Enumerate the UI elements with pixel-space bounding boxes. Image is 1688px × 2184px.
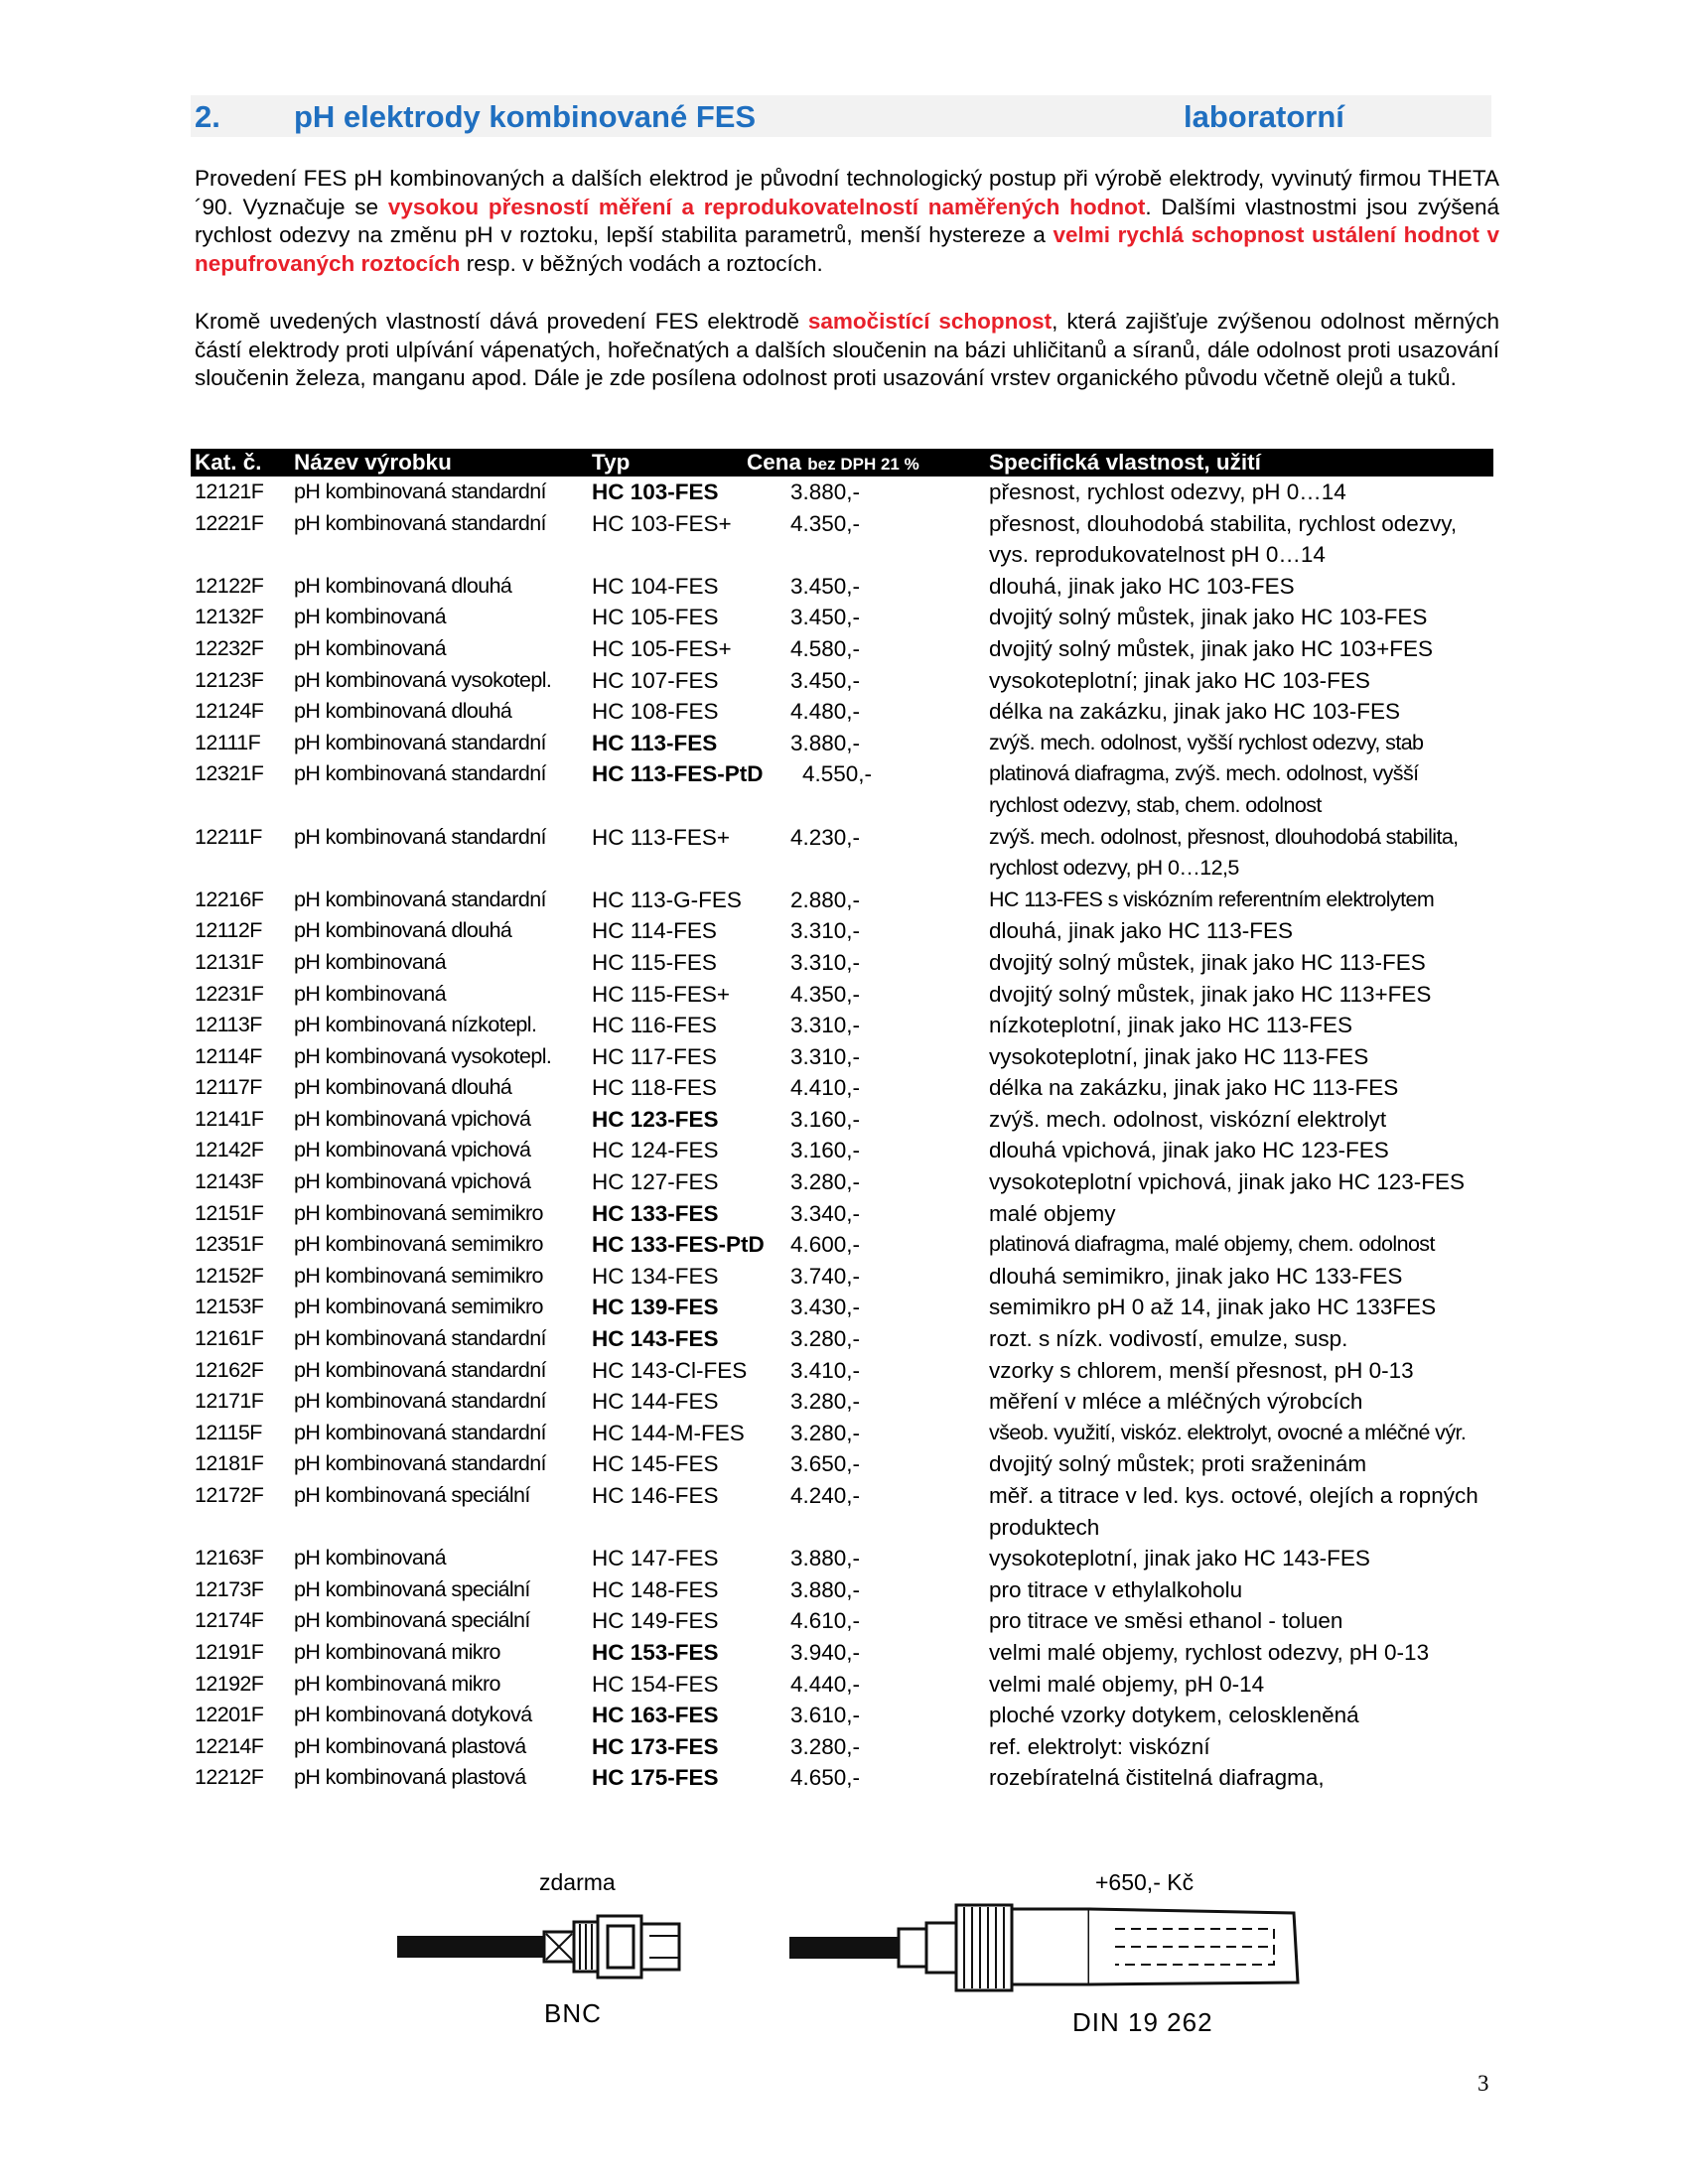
product-price: 4.410,-: [790, 1075, 861, 1101]
header-price: [747, 450, 919, 476]
table-row: [191, 571, 1493, 603]
catalog-number: 12122F: [195, 573, 264, 598]
table-row: [191, 1323, 1493, 1355]
section-heading: [191, 95, 1491, 137]
catalog-number: 12211F: [195, 824, 262, 849]
table-row: [191, 1292, 1493, 1323]
catalog-number: 12173F: [195, 1576, 264, 1601]
catalog-number: 12221F: [195, 510, 264, 535]
product-price: 3.280,-: [790, 1389, 861, 1415]
product-type: HC 173-FES: [592, 1733, 719, 1759]
product-name: pH kombinovaná standardní: [294, 1420, 546, 1444]
product-price: 3.280,-: [790, 1420, 861, 1445]
catalog-number: 12111F: [195, 730, 261, 754]
product-price: 3.310,-: [790, 1013, 861, 1038]
product-spec: rozt. s nízk. vodivostí, emulze, susp.: [989, 1326, 1348, 1352]
product-type: HC 143-FES: [592, 1326, 719, 1352]
product-name: pH kombinovaná dlouhá: [294, 699, 512, 724]
table-row: [191, 1731, 1493, 1763]
catalog-number: 12113F: [195, 1013, 262, 1037]
product-spec: malé objemy: [989, 1200, 1116, 1226]
product-price: 3.880,-: [790, 1546, 861, 1571]
product-price: 4.550,-: [802, 761, 873, 787]
catalog-number: 12143F: [195, 1169, 264, 1194]
catalog-number: 12123F: [195, 667, 264, 692]
feature-text-1: Kromě uvedených vlastností dává provedení FES elektrodě: [195, 309, 808, 334]
product-price: 4.480,-: [790, 699, 861, 725]
product-type: HC 133-FES: [592, 1200, 719, 1226]
product-type: HC 154-FES: [592, 1671, 719, 1697]
feature-highlight: samočistící schopnost: [807, 309, 1053, 334]
product-price: 4.440,-: [790, 1671, 861, 1697]
product-spec: všeob. využití, viskóz. elektrolyt, ovocné a mléčné výr.: [989, 1420, 1467, 1444]
page-number: 3: [1477, 2071, 1489, 2096]
product-name: pH kombinovaná vpichová: [294, 1169, 531, 1194]
din-price: +650,- Kč: [1095, 1869, 1195, 1895]
catalog-number: 12231F: [195, 981, 264, 1006]
product-spec: dvojitý solný můstek, jinak jako HC 103+FES: [989, 635, 1434, 661]
product-name: pH kombinovaná dotyková: [294, 1703, 532, 1727]
product-price: 2.880,-: [790, 887, 861, 912]
product-name: pH kombinovaná vpichová: [294, 1106, 531, 1131]
product-type: HC 163-FES: [592, 1703, 719, 1728]
product-type: HC 105-FES+: [592, 635, 732, 661]
table-header: [191, 449, 1493, 477]
product-spec: dvojitý solný můstek, jinak jako HC 113-FES: [989, 949, 1426, 975]
product-type: HC 133-FES-PtD: [592, 1232, 765, 1258]
product-price: 3.740,-: [790, 1263, 861, 1289]
catalog-number: 12212F: [195, 1765, 264, 1790]
catalog-number: 12112F: [195, 918, 262, 943]
table-row: [191, 633, 1493, 665]
product-spec: vysokoteplotní vpichová, jinak jako HC 123-FES: [989, 1169, 1465, 1195]
table-row: [191, 1669, 1493, 1701]
product-price: 3.310,-: [790, 1043, 861, 1069]
product-name: pH kombinovaná semimikro: [294, 1232, 543, 1257]
product-price: 3.310,-: [790, 918, 861, 944]
product-type: HC 149-FES: [592, 1608, 719, 1634]
catalog-number: 12192F: [195, 1671, 264, 1696]
product-spec: ref. elektrolyt: viskózní: [989, 1733, 1210, 1759]
catalog-number: 12151F: [195, 1200, 264, 1225]
product-name: pH kombinovaná dlouhá: [294, 1075, 512, 1100]
product-price: 3.160,-: [790, 1138, 861, 1163]
product-spec: délka na zakázku, jinak jako HC 103-FES: [989, 699, 1400, 725]
product-price: 3.280,-: [790, 1169, 861, 1195]
catalog-number: 12115F: [195, 1420, 262, 1444]
product-price: 3.880,-: [790, 1576, 861, 1602]
table-row: [191, 1166, 1493, 1198]
product-type: HC 147-FES: [592, 1546, 719, 1571]
catalog-number: 12214F: [195, 1733, 264, 1758]
table-row: [191, 1448, 1493, 1480]
product-name: pH kombinovaná semimikro: [294, 1295, 543, 1319]
table-row: [191, 1198, 1493, 1230]
product-type: HC 113-FES+: [592, 824, 731, 850]
product-spec: přesnost, dlouhodobá stabilita, rychlost odezvy, vys. reprodukovatelnost pH 0…14: [989, 510, 1458, 568]
catalog-number: 12181F: [195, 1451, 264, 1476]
catalog-number: 12153F: [195, 1295, 264, 1319]
table-row: [191, 1072, 1493, 1104]
catalog-number: 12124F: [195, 699, 264, 724]
product-price: 4.230,-: [790, 824, 861, 850]
product-name: pH kombinovaná vpichová: [294, 1138, 531, 1162]
product-price: 4.580,-: [790, 635, 861, 661]
product-spec: vzorky s chlorem, menší přesnost, pH 0-13: [989, 1357, 1414, 1383]
product-spec: zvýš. mech. odolnost, vyšší rychlost odezvy, stab: [989, 730, 1424, 754]
product-type: HC 153-FES: [592, 1639, 719, 1665]
catalog-number: 12191F: [195, 1639, 264, 1664]
product-type: HC 105-FES: [592, 605, 719, 630]
product-type: HC 139-FES: [592, 1295, 719, 1320]
product-spec: délka na zakázku, jinak jako HC 113-FES: [989, 1075, 1399, 1101]
product-spec: pro titrace ve směsi ethanol - toluen: [989, 1608, 1343, 1634]
table-row: [191, 915, 1493, 947]
table-row: [191, 1762, 1493, 1794]
section-category: laboratorní: [1184, 99, 1344, 134]
product-name: pH kombinovaná vysokotepl.: [294, 1043, 552, 1068]
product-spec: dvojitý solný můstek, jinak jako HC 113+FES: [989, 981, 1432, 1007]
product-name: pH kombinovaná speciální: [294, 1608, 530, 1633]
product-spec: vysokoteplotní, jinak jako HC 143-FES: [989, 1546, 1370, 1571]
product-name: pH kombinovaná mikro: [294, 1671, 500, 1696]
product-name: pH kombinovaná speciální: [294, 1576, 530, 1601]
catalog-number: 12321F: [195, 761, 264, 786]
product-name: pH kombinovaná dlouhá: [294, 918, 512, 943]
product-name: pH kombinovaná semimikro: [294, 1263, 543, 1288]
intro-paragraph: [195, 165, 1499, 278]
catalog-number: 12114F: [195, 1043, 262, 1068]
product-name: pH kombinovaná: [294, 981, 446, 1006]
catalog-number: 12174F: [195, 1608, 264, 1633]
product-name: pH kombinovaná standardní: [294, 1451, 546, 1476]
header-price-label: Cena: [747, 450, 802, 475]
product-spec: ploché vzorky dotykem, celoskleněná: [989, 1703, 1359, 1728]
header-spec: Specifická vlastnost, užití: [989, 450, 1261, 475]
table-row: [191, 1041, 1493, 1073]
product-price: 3.280,-: [790, 1326, 861, 1352]
table-body: [191, 477, 1493, 1794]
table-row: [191, 665, 1493, 697]
product-type: HC 116-FES: [592, 1013, 717, 1038]
product-name: pH kombinovaná: [294, 1546, 446, 1570]
table-row: [191, 1418, 1493, 1449]
product-spec: zvýš. mech. odolnost, přesnost, dlouhodobá stabilita, rychlost odezvy, pH 0…12,5: [989, 824, 1459, 881]
product-price: 3.340,-: [790, 1200, 861, 1226]
section-number: 2.: [195, 99, 220, 134]
header-name: Název výrobku: [294, 450, 452, 475]
product-price: 4.600,-: [790, 1232, 861, 1258]
product-price: 3.610,-: [790, 1703, 861, 1728]
product-price: 3.430,-: [790, 1295, 861, 1320]
table-row: [191, 1700, 1493, 1731]
feature-text-2: , která zajišťuje zvýšenou odolnost měrných částí elektrody proti ulpívání vápenatých, hořečnatých a dalších sloučenin na bázi uhličitanů a síranů, dále odolnost proti usazování sloučenin železa, manganu apod. Dále je zde posílena odolnost proti usazování vrstev organického původu včetně olejů a tuků.: [195, 309, 1499, 391]
catalog-number: 12161F: [195, 1326, 264, 1351]
header-typ: Typ: [592, 450, 631, 475]
product-spec: měř. a titrace v led. kys. octové, olejích a ropných produktech: [989, 1483, 1478, 1540]
product-spec: dvojitý solný můstek, jinak jako HC 103-FES: [989, 605, 1428, 630]
product-type: HC 104-FES: [592, 573, 719, 599]
product-spec: vysokoteplotní; jinak jako HC 103-FES: [989, 667, 1370, 693]
table-row: [191, 508, 1493, 571]
product-type: HC 175-FES: [592, 1765, 719, 1791]
product-type: HC 124-FES: [592, 1138, 719, 1163]
product-spec: měření v mléce a mléčných výrobcích: [989, 1389, 1363, 1415]
product-price: 3.280,-: [790, 1733, 861, 1759]
product-name: pH kombinovaná speciální: [294, 1483, 530, 1507]
table-row: [191, 1574, 1493, 1606]
catalog-number: 12171F: [195, 1389, 264, 1414]
product-price: 3.160,-: [790, 1106, 861, 1132]
product-type: HC 117-FES: [592, 1043, 717, 1069]
product-price: 3.450,-: [790, 573, 861, 599]
product-spec: pro titrace v ethylalkoholu: [989, 1576, 1243, 1602]
table-row: [191, 947, 1493, 979]
product-name: pH kombinovaná dlouhá: [294, 573, 512, 598]
table-row: [191, 1010, 1493, 1041]
product-type: HC 103-FES+: [592, 510, 732, 536]
product-type: HC 127-FES: [592, 1169, 719, 1195]
product-name: pH kombinovaná nízkotepl.: [294, 1013, 537, 1037]
catalog-number: 12131F: [195, 949, 264, 974]
product-name: pH kombinovaná plastová: [294, 1765, 526, 1790]
table-row: [191, 728, 1493, 759]
product-spec: platinová diafragma, malé objemy, chem. odolnost: [989, 1232, 1435, 1257]
product-spec: dlouhá semimikro, jinak jako HC 133-FES: [989, 1263, 1403, 1289]
catalog-number: 12232F: [195, 635, 264, 660]
catalog-number: 12201F: [195, 1703, 264, 1727]
product-type: HC 115-FES+: [592, 981, 731, 1007]
product-type: HC 123-FES: [592, 1106, 719, 1132]
table-row: [191, 822, 1493, 885]
product-name: pH kombinovaná standardní: [294, 730, 546, 754]
catalog-number: 12163F: [195, 1546, 264, 1570]
product-price: 3.450,-: [790, 667, 861, 693]
product-spec: velmi malé objemy, rychlost odezvy, pH 0-13: [989, 1639, 1430, 1665]
product-price: 3.450,-: [790, 605, 861, 630]
intro-text-1: Provedení FES pH kombinovaných a dalších elektrod je původní technologický postup při výrobě elektrody, vyvinutý firmou THETA ´90. Vyznačuje se: [195, 166, 1499, 219]
table-row: [191, 1637, 1493, 1669]
product-spec: platinová diafragma, zvýš. mech. odolnost, vyšší rychlost odezvy, stab, chem. odolnost: [989, 761, 1419, 817]
product-name: pH kombinovaná standardní: [294, 510, 546, 535]
table-row: [191, 1605, 1493, 1637]
product-name: pH kombinovaná plastová: [294, 1733, 526, 1758]
intro-text-3: resp. v běžných vodách a roztocích.: [460, 250, 823, 276]
product-type: HC 108-FES: [592, 699, 719, 725]
header-kat: Kat. č.: [195, 450, 262, 475]
product-spec: zvýš. mech. odolnost, viskózní elektrolyt: [989, 1106, 1387, 1132]
product-spec: vysokoteplotní, jinak jako HC 113-FES: [989, 1043, 1369, 1069]
intro-highlight-2: velmi rychlá schopnost ustálení hodnot v nepufrovaných roztocích: [195, 222, 1499, 276]
product-type: HC 144-FES: [592, 1389, 719, 1415]
table-row: [191, 1355, 1493, 1387]
catalog-number: 12152F: [195, 1263, 264, 1288]
header-price-note: bez DPH 21 %: [807, 455, 919, 474]
product-name: pH kombinovaná standardní: [294, 761, 546, 786]
product-name: pH kombinovaná standardní: [294, 1326, 546, 1351]
din-connector-icon: [787, 1891, 1304, 2000]
catalog-number: 12132F: [195, 605, 264, 629]
product-type: HC 118-FES: [592, 1075, 717, 1101]
product-price: 3.940,-: [790, 1639, 861, 1665]
product-type: HC 134-FES: [592, 1263, 719, 1289]
table-row: [191, 602, 1493, 633]
product-name: pH kombinovaná standardní: [294, 1357, 546, 1382]
catalog-number: 12141F: [195, 1106, 264, 1131]
product-type: HC 113-G-FES: [592, 887, 742, 912]
product-price: 3.410,-: [790, 1357, 861, 1383]
product-type: HC 107-FES: [592, 667, 719, 693]
product-name: pH kombinovaná: [294, 635, 446, 660]
product-name: pH kombinovaná: [294, 605, 446, 629]
catalog-number: 12351F: [195, 1232, 264, 1257]
product-price: 4.650,-: [790, 1765, 861, 1791]
section-title: pH elektrody kombinované FES: [294, 99, 757, 134]
product-name: pH kombinovaná mikro: [294, 1639, 500, 1664]
table-row: [191, 696, 1493, 728]
table-row: [191, 885, 1493, 916]
product-type: HC 103-FES: [592, 479, 719, 504]
product-name: pH kombinovaná standardní: [294, 479, 546, 503]
table-row: [191, 1543, 1493, 1574]
product-price: 4.350,-: [790, 981, 861, 1007]
product-price: 4.610,-: [790, 1608, 861, 1634]
table-row: [191, 1480, 1493, 1543]
product-spec: dvojitý solný můstek; proti sraženinám: [989, 1451, 1367, 1477]
table-row: [191, 1261, 1493, 1293]
intro-highlight-1: vysokou přesností měření a reprodukovatelností naměřených hodnot: [387, 194, 1146, 219]
product-name: pH kombinovaná standardní: [294, 887, 546, 911]
product-type: HC 113-FES-PtD: [592, 761, 764, 787]
catalog-number: 12117F: [195, 1075, 262, 1100]
product-spec: semimikro pH 0 až 14, jinak jako HC 133FES: [989, 1295, 1437, 1320]
product-name: pH kombinovaná vysokotepl.: [294, 667, 552, 692]
product-spec: HC 113-FES s viskózním referentním elektrolytem: [989, 887, 1435, 911]
table-row: [191, 1104, 1493, 1136]
feature-paragraph: [195, 308, 1499, 393]
table-row: [191, 758, 1493, 821]
product-name: pH kombinovaná standardní: [294, 824, 546, 849]
catalog-number: 12121F: [195, 479, 264, 503]
product-price: 4.350,-: [790, 510, 861, 536]
product-type: HC 115-FES: [592, 949, 717, 975]
table-row: [191, 477, 1493, 508]
product-price: 3.880,-: [790, 479, 861, 504]
product-type: HC 113-FES: [592, 730, 718, 755]
catalog-number: 12216F: [195, 887, 264, 911]
din-label: DIN 19 262: [1072, 2007, 1213, 2037]
product-type: HC 145-FES: [592, 1451, 719, 1477]
product-type: HC 143-Cl-FES: [592, 1357, 748, 1383]
product-price: 3.310,-: [790, 949, 861, 975]
table-row: [191, 1135, 1493, 1166]
product-type: HC 148-FES: [592, 1576, 719, 1602]
product-spec: dlouhá, jinak jako HC 113-FES: [989, 918, 1293, 944]
product-type: HC 146-FES: [592, 1483, 719, 1508]
product-name: pH kombinovaná: [294, 949, 446, 974]
intro-text-2: . Dalšími vlastnostmi jsou zvýšená rychlost odezvy na změnu pH v roztoku, lepší stabilita parametrů, menší hystereze a: [195, 194, 1499, 248]
table-row: [191, 1229, 1493, 1261]
bnc-price: zdarma: [539, 1869, 616, 1895]
catalog-number: 12142F: [195, 1138, 264, 1162]
product-spec: dlouhá vpichová, jinak jako HC 123-FES: [989, 1138, 1389, 1163]
product-spec: nízkoteplotní, jinak jako HC 113-FES: [989, 1013, 1353, 1038]
product-name: pH kombinovaná standardní: [294, 1389, 546, 1414]
product-type: HC 114-FES: [592, 918, 717, 944]
product-spec: přesnost, rychlost odezvy, pH 0…14: [989, 479, 1346, 504]
bnc-label: BNC: [544, 1998, 602, 2028]
catalog-number: 12172F: [195, 1483, 264, 1507]
table-row: [191, 979, 1493, 1011]
product-price: 3.880,-: [790, 730, 861, 755]
product-type: HC 144-M-FES: [592, 1420, 745, 1445]
product-price: 3.650,-: [790, 1451, 861, 1477]
table-row: [191, 1386, 1493, 1418]
product-spec: rozebíratelná čistitelná diafragma,: [989, 1765, 1325, 1791]
product-table: [191, 449, 1493, 1794]
product-name: pH kombinovaná semimikro: [294, 1200, 543, 1225]
product-price: 4.240,-: [790, 1483, 861, 1508]
bnc-connector-icon: [395, 1896, 733, 1995]
catalog-number: 12162F: [195, 1357, 264, 1382]
product-spec: dlouhá, jinak jako HC 103-FES: [989, 573, 1295, 599]
product-spec: velmi malé objemy, pH 0-14: [989, 1671, 1265, 1697]
